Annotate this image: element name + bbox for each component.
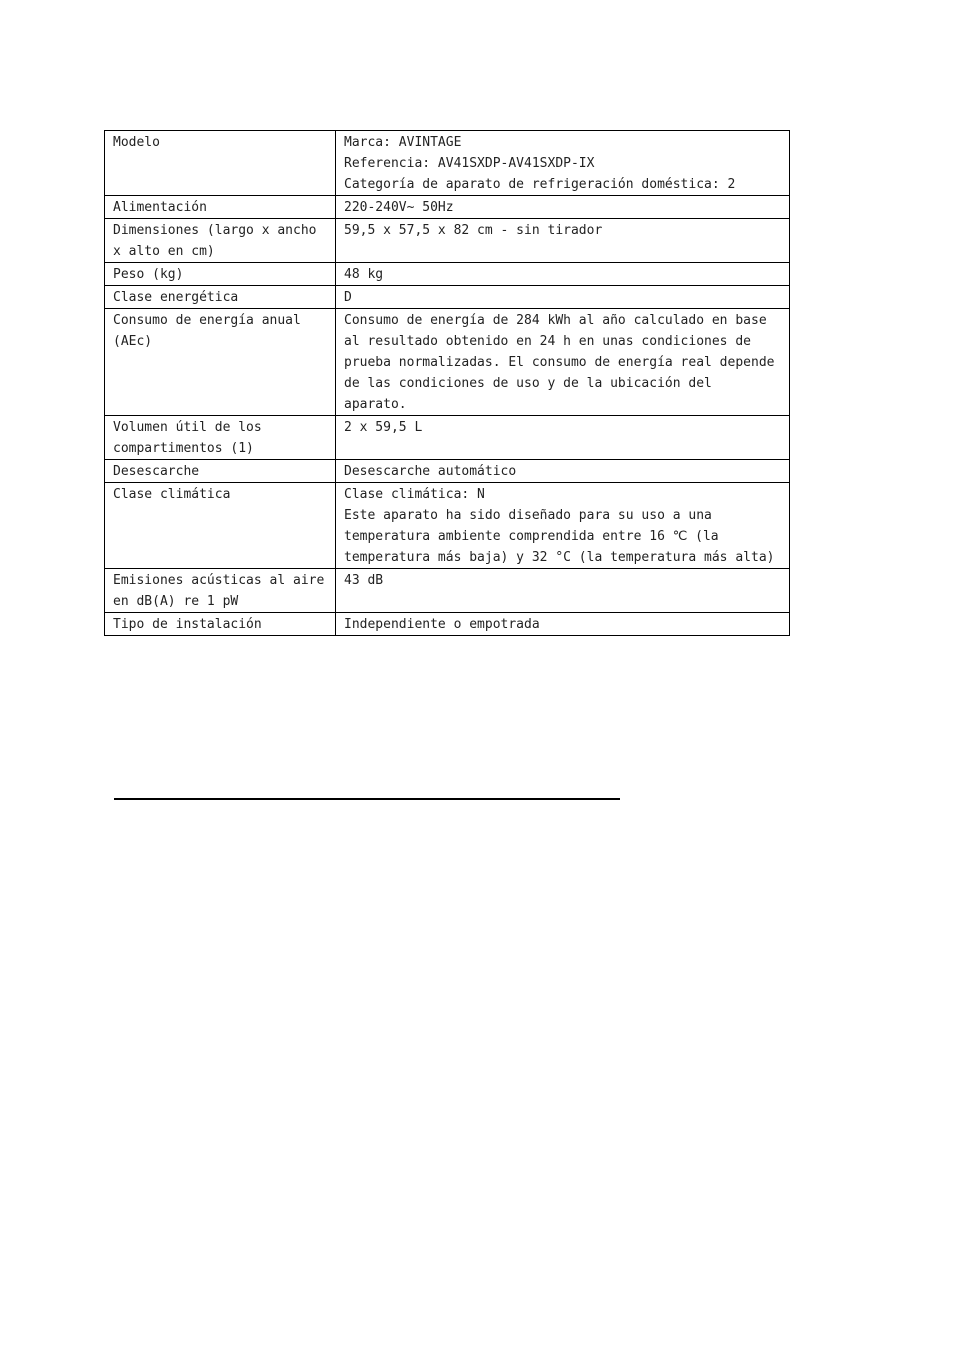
spec-label: Modelo [105,131,336,196]
spec-label: Emisiones acústicas al aire en dB(A) re 1 pW [105,569,336,613]
spec-value [336,131,790,196]
table-row [105,286,790,309]
table-row [105,416,790,460]
spec-label: Consumo de energía anual (AEc) [105,309,336,416]
table-row [105,131,790,196]
spec-value-line: 59,5 x 57,5 x 82 cm - sin tirador [344,223,603,238]
spec-value [336,416,790,460]
table-row [105,569,790,613]
spec-label: Alimentación [105,196,336,219]
footnote-separator [114,798,620,800]
spec-value-line: Este aparato ha sido diseñado para su uso a una temperatura ambiente comprendida entre 16 ℃ (la temperatura más baja) y 32 °C (la temperatura más alta) [344,508,775,565]
spec-value [336,286,790,309]
spec-label: Dimensiones (largo x ancho x alto en cm) [105,219,336,263]
spec-value-line: Independiente o empotrada [344,617,540,632]
spec-value-line: Consumo de energía de 284 kWh al año calculado en base al resultado obtenido en 24 h en unas condiciones de prueba normalizadas. El consumo de energía real depende de las condiciones de uso y de la ubicación del aparato. [344,313,775,412]
spec-label: Volumen útil de los compartimentos (1) [105,416,336,460]
spec-value-line: 48 kg [344,267,384,282]
table-row [105,613,790,636]
table-row [105,263,790,286]
spec-label: Clase climática [105,483,336,569]
spec-value [336,196,790,219]
spec-value-line: Referencia: AV41SXDP-AV41SXDP-IX [344,156,595,171]
spec-label: Tipo de instalación [105,613,336,636]
spec-value [336,569,790,613]
spec-value [336,613,790,636]
table-row [105,483,790,569]
spec-value [336,309,790,416]
spec-value [336,219,790,263]
spec-value-line: Clase climática: N [344,487,485,502]
spec-value [336,460,790,483]
spec-table-body [105,131,790,636]
spec-value-line: Marca: AVINTAGE [344,135,462,150]
table-row [105,219,790,263]
spec-table [104,130,790,636]
spec-value-line: 220-240V~ 50Hz [344,200,454,215]
table-row [105,309,790,416]
spec-label: Clase energética [105,286,336,309]
spec-value [336,263,790,286]
spec-value-line: Categoría de aparato de refrigeración doméstica: 2 [344,177,736,192]
spec-value-line: D [344,290,352,305]
spec-value [336,483,790,569]
spec-label: Peso (kg) [105,263,336,286]
spec-value-line: 2 x 59,5 L [344,420,423,435]
spec-label: Desescarche [105,460,336,483]
spec-value-line: Desescarche automático [344,464,517,479]
table-row [105,460,790,483]
table-row [105,196,790,219]
spec-value-line: 43 dB [344,573,384,588]
